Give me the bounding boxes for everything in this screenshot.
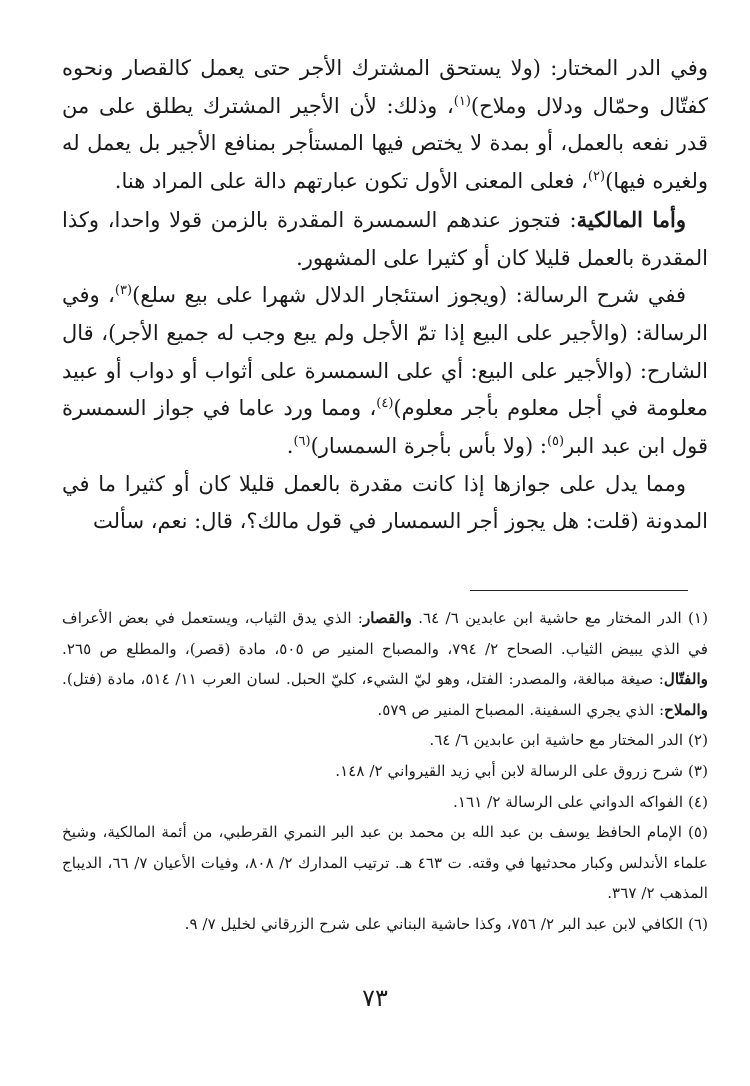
paragraph-2: [62, 201, 708, 277]
paragraph-1: [62, 50, 708, 201]
paragraph-1-text-b: ، وذلك: لأن الأجير المشترك يطلق على من قدر نفعه بالعمل، أو بمدة لا يختص فيها المستأجر بمنافع الأجير بل يعمل له ولغيره فيها): [62, 93, 708, 194]
paragraph-3-text-a: ففي شرح الرسالة: (ويجوز استئجار الدلال شهرا على بيع سلع): [132, 283, 686, 308]
footnote-number: (٥): [687, 823, 708, 842]
footnote-1: [62, 603, 708, 725]
footnote-2: [62, 725, 708, 756]
footnote-separator: [470, 590, 688, 591]
footnote-1-text-a: الدر المختار مع حاشية ابن عابدين ٦/ ٦٤.: [411, 609, 688, 627]
paragraph-3-text-e: .: [286, 434, 294, 459]
footnote-1-term-3: والملاح: [664, 700, 708, 719]
footnote-ref-1: (١): [453, 93, 471, 109]
footnote-ref-4: (٤): [376, 396, 394, 412]
paragraph-2-text: : فتجوز عندهم السمسرة المقدرة بالزمن قولا واحدا، وكذا المقدرة بالعمل قليلا كان أو كثيرا على المشهور.: [62, 207, 708, 270]
paragraph-4-text: ومما يدل على جوازها إذا كانت مقدرة بالعمل قليلا كان أو كثيرا ما في المدونة (قلت: هل يجوز أجر السمسار في قول مالك؟، قال: نعم، سألت: [62, 471, 708, 534]
paragraph-1-text-c: ، فعلى المعنى الأول تكون عبارتهم دالة على المراد هنا.: [114, 169, 588, 194]
paragraph-1-text-a: وفي الدر المختار: (ولا يستحق المشترك الأجر حتى يعمل كالقصار ونحوه كفتّال وحمّال ودلال وملاح): [62, 56, 708, 118]
footnote-ref-3: (٣): [114, 283, 133, 299]
footnote-ref-5: (٥): [546, 434, 565, 450]
footnotes: [62, 603, 708, 940]
footnote-5-text: الإمام الحافظ يوسف بن عبد الله بن محمد بن عبد البر النمري القرطبي، من أئمة المالكية، وشيخ علماء الأندلس وكبار محدثيها في وقته. ت ٤٦٣ هـ. ترتيب المدارك ٢/ ٨٠٨، وفيات الأعيان ٧/ ٦٦، الديباج المذهب ٢/ ٣٦٧.: [62, 823, 708, 903]
paragraph-3-text-d: : (ولا بأس بأجرة السمسار): [310, 434, 547, 459]
footnote-4-text: الفواكه الدواني على الرسالة ٢/ ١٦١.: [453, 792, 688, 811]
footnote-ref-6: (٦): [293, 434, 311, 450]
footnote-6-text: الكافي لابن عبد البر ٢/ ٧٥٦، وكذا حاشية البناني على شرح الزرقاني لخليل ٧/ ٩.: [184, 914, 688, 933]
footnote-6: [62, 909, 708, 940]
paragraph-2-lead: وأما المالكية: [576, 206, 686, 232]
paragraph-3: [62, 277, 708, 466]
footnote-1-term-1: والقصار: [362, 609, 412, 627]
footnote-number: (٦): [687, 914, 708, 933]
footnote-number: (١): [687, 609, 709, 627]
footnote-1-text-d: : صيغة مبالغة، والمصدر: الفتل، وهو ليّ الشيء، كليّ الحبل. لسان العرب ١١/ ٥١٤، مادة (فتل).: [62, 670, 664, 689]
footnote-4: [62, 787, 708, 818]
paragraph-3-text-b: ، وفي الرسالة: (والأجير على البيع إذا تمّ الأجل ولم يبع وجب له جميع الأجر)، قال الشارح: (والأجير على البيع: أي على السمسرة على أثواب أو دواب أو عبيد معلومة في أجل معلوم بأجر معلوم): [62, 283, 708, 421]
footnote-1-text-c: : الذي يدق الثياب، ويستعمل في بعض الأعراف في الذي يبيض الثياب. الصحاح ٢/ ٧٩٤، والمصباح المنير ص ٥٠٥، مادة (قصر)، والمطلع ص ٢٦٥.: [62, 609, 708, 658]
footnote-1-term-2: والفتّال: [663, 670, 708, 689]
footnote-1-text-e: : الذي يجري السفينة. المصباح المنير ص ٥٧٩.: [377, 700, 665, 719]
paragraph-3-text-c: ، ومما ورد عاما في جواز السمسرة قول ابن عبد البر: [62, 396, 708, 459]
footnote-number: (٢): [687, 731, 708, 750]
footnote-5: [62, 817, 708, 909]
main-text: [62, 50, 708, 541]
footnote-ref-2: (٢): [587, 169, 606, 185]
page-number: ٧٣: [362, 984, 388, 1012]
footnote-2-text: الدر المختار مع حاشية ابن عابدين ٦/ ٦٤.: [429, 731, 688, 750]
footnote-3: [62, 756, 708, 787]
footnote-number: (٣): [687, 761, 708, 780]
footnote-number: (٤): [687, 792, 708, 811]
paragraph-4: [62, 466, 708, 541]
footnote-3-text: شرح زروق على الرسالة لابن أبي زيد القيرواني ٢/ ١٤٨.: [335, 761, 688, 780]
